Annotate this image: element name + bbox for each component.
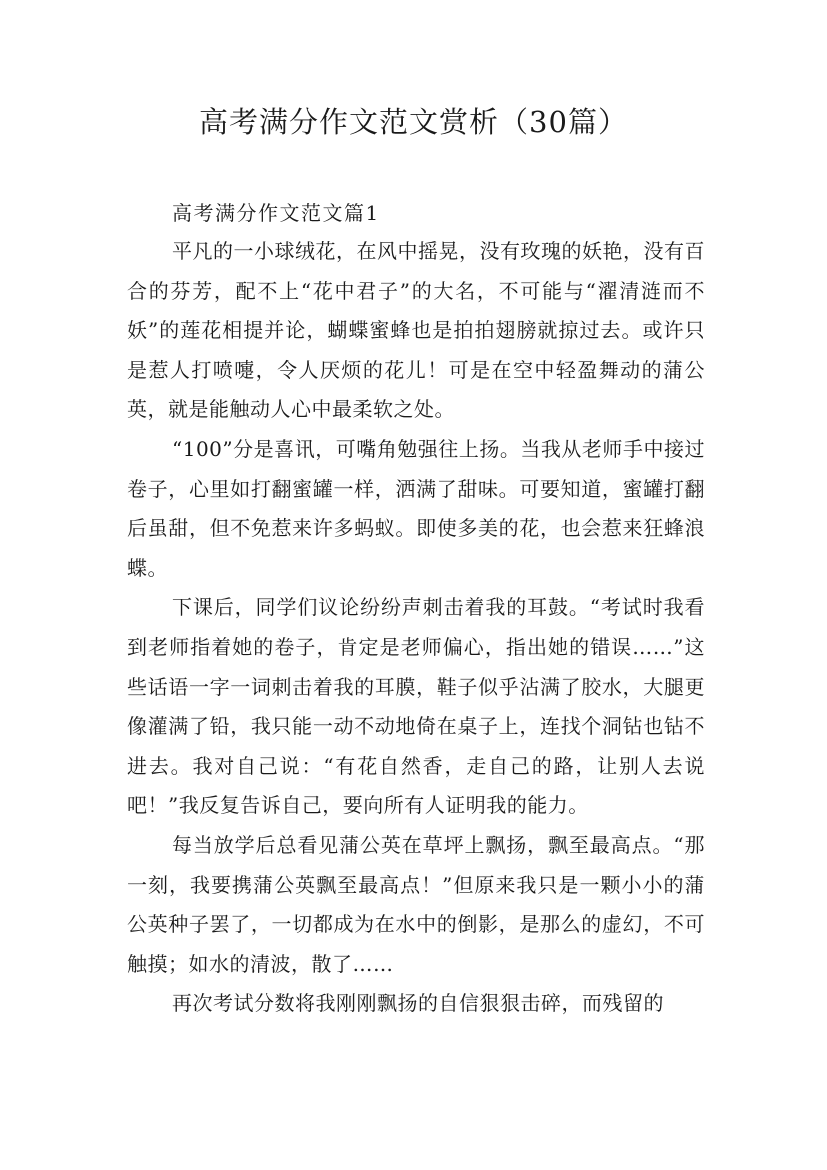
section-heading: 高考满分作文范文篇1: [172, 201, 380, 225]
paragraph-2: “100”分是喜讯，可嘴角勉强往上扬。当我从老师手中接过卷子，心里如打翻蜜罐一样，洒满了甜味。可要知道，蜜罐打翻后虽甜，但不免惹来许多蚂蚁。即使多美的花，也会惹来狂蜂浪蝶。: [127, 436, 705, 580]
document-body: [127, 194, 705, 1024]
paragraph-3: 下课后，同学们议论纷纷声刺击着我的耳鼓。“考试时我看到老师指着她的卷子，肯定是老师偏心，指出她的错误……”这些话语一字一词刺击着我的耳膜，鞋子似乎沾满了胶水，大腿更像灌满了铅，我只能一动不动地倚在桌子上，连找个洞钻也钻不进去。我对自己说：“有花自然香，走自己的路，让别人去说吧！”我反复告诉自己，要向所有人证明我的能力。: [127, 595, 705, 818]
paragraph-1: 平凡的一小球绒花，在风中摇晃，没有玫瑰的妖艳，没有百合的芬芳，配不上“花中君子”的大名，不可能与“濯清涟而不妖”的莲花相提并论，蝴蝶蜜蜂也是拍拍翅膀就掠过去。或许只是惹人打喷嚏，令人厌烦的花儿！可是在空中轻盈舞动的蒲公英，就是能触动人心中最柔软之处。: [127, 239, 705, 422]
document-title: 高考满分作文范文赏析（30篇）: [199, 105, 628, 139]
paragraph-5: 再次考试分数将我刚刚飘扬的自信狠狠击碎，而残留的: [172, 991, 664, 1016]
paragraph-4: 每当放学后总看见蒲公英在草坪上飘扬，飘至最高点。“那一刻，我要携蒲公英飘至最高点！”但原来我只是一颗小小的蒲公英种子罢了，一切都成为在水中的倒影，是那么的虚幻，不可触摸；如水的清波，散了……: [127, 832, 705, 976]
